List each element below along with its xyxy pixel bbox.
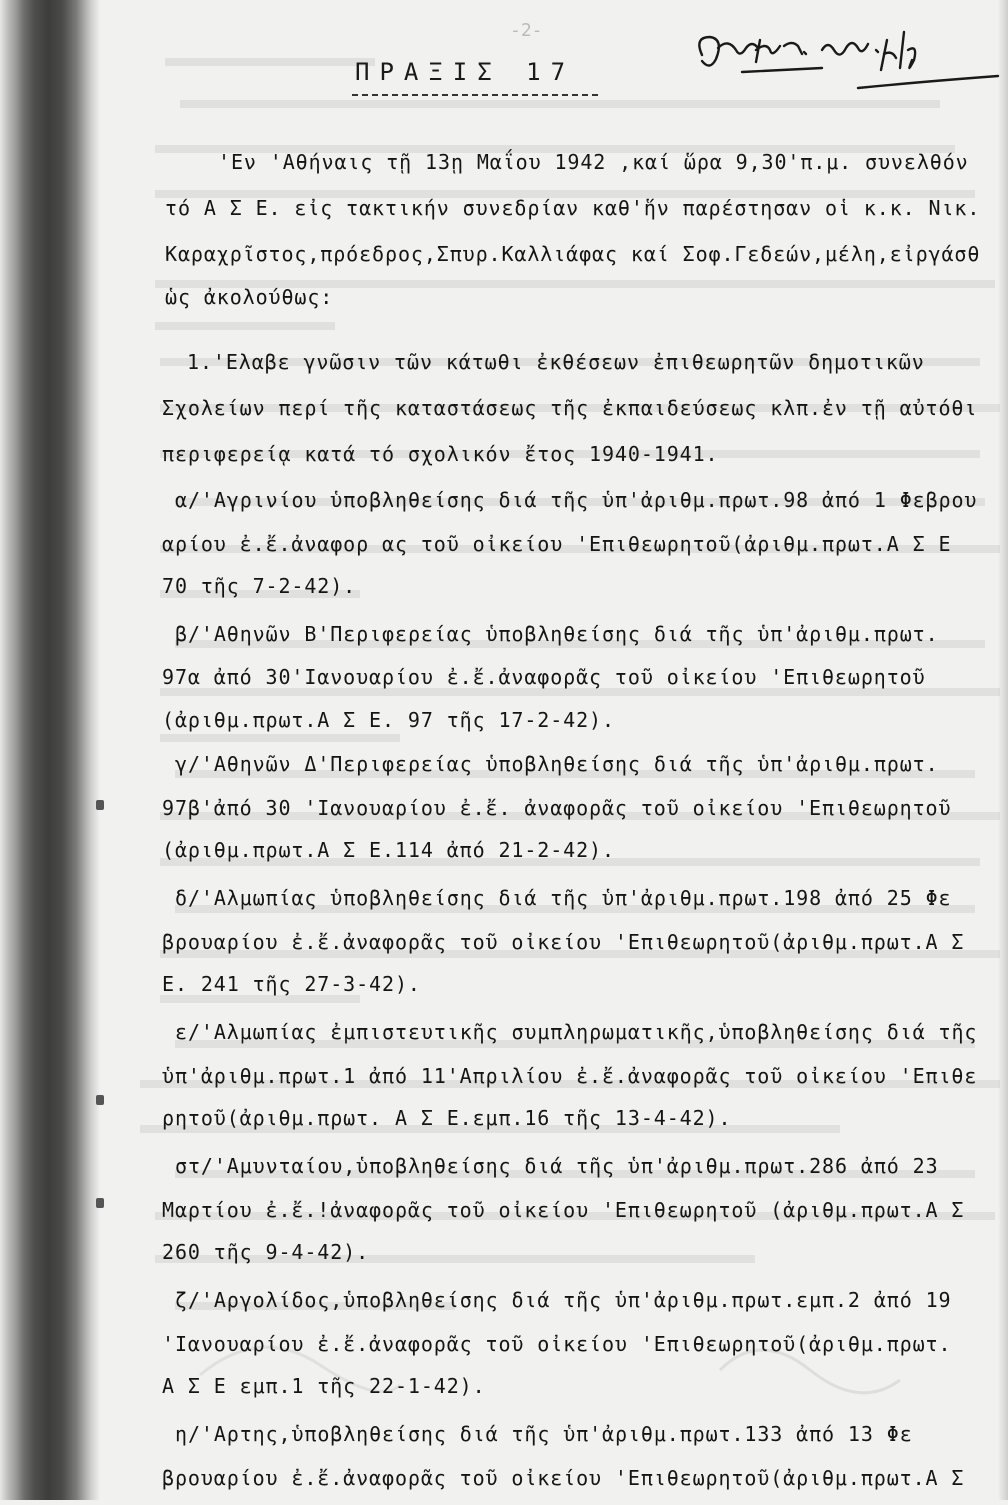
text-line: Ε. 241 τῆς 27-3-42).	[162, 972, 421, 996]
text-line: (ἀριθμ.πρωτ.Α Σ Ε. 97 τῆς 17-2-42).	[162, 708, 615, 732]
text-line: Καραχρῖστος,πρόεδρος,Σπυρ.Καλλιάφας καί Σοφ.Γεδεών,μέλη,εἰργάσθ	[165, 242, 981, 266]
page-number: -2-	[510, 20, 543, 41]
text-line: βρουαρίου ἐ.ἔ.ἀναφορᾶς τοῦ οἰκείου 'Επιθεωρητοῦ(ἀριθμ.πρωτ.Α Σ	[162, 1466, 965, 1490]
text-line: Σχολείων περί τῆς καταστάσεως τῆς ἐκπαιδεύσεως κλπ.ἐν τῇ αὐτόθι	[162, 396, 978, 420]
text-line: 70 τῆς 7-2-42).	[162, 574, 357, 598]
text-line: ὡς ἀκολούθως:	[165, 285, 334, 309]
document-title: ΠΡΑΞΙΣ 17	[355, 58, 576, 86]
text-line: (ἀριθμ.πρωτ.Α Σ Ε.114 ἀπό 21-2-42).	[162, 838, 615, 862]
text-line: στ/'Αμυνταίου,ὑποβληθείσης διά τῆς ὑπ'ἀριθμ.πρωτ.286 ἀπό 23	[175, 1154, 939, 1178]
text-line: η/'Αρτης,ὑποβληθείσης διά τῆς ὑπ'ἀριθμ.πρωτ.133 ἀπό 13 Φε	[175, 1422, 913, 1446]
text-line: 260 τῆς 9-4-42).	[162, 1240, 370, 1264]
text-line: 'Εν 'Αθήναις τῇ 13ῃ Μαΐου 1942 ,καί ὥρα 9,30'π.μ. συνελθόν	[218, 150, 969, 174]
text-line: ε/'Αλμωπίας ἐμπιστευτικῆς συμπληρωματικῆς,ὑποβληθείσης διά τῆς	[175, 1020, 978, 1044]
text-line: ζ/'Αργολίδος,ὑποβληθείσης διά τῆς ὑπ'ἀριθμ.πρωτ.εμπ.2 ἀπό 19	[175, 1288, 952, 1312]
text-line: τό Α Σ Ε. εἰς τακτικήν συνεδρίαν καθ'ἥν παρέστησαν οἱ κ.κ. Νικ.	[165, 196, 981, 220]
text-line: 97β'ἀπό 30 'Ιανουαρίου ἐ.ἔ. ἀναφορᾶς τοῦ οἰκείου 'Επιθεωρητοῦ	[162, 796, 952, 820]
text-line: 1.'Ελαβε γνῶσιν τῶν κάτωθι ἐκθέσεων ἐπιθεωρητῶν δημοτικῶν	[187, 350, 925, 374]
text-line: γ/'Αθηνῶν Δ'Περιφερείας ὑποβληθείσης διά τῆς ὑπ'ἀριθμ.πρωτ.	[175, 752, 939, 776]
text-line: α/'Αγρινίου ὑποβληθείσης διά τῆς ὑπ'ἀριθμ.πρωτ.98 ἀπό 1 Φεβρου	[175, 488, 978, 512]
text-line: ρητοῦ(ἀριθμ.πρωτ. Α Σ Ε.εμπ.16 τῆς 13-4-42).	[162, 1106, 732, 1130]
text-line: Μαρτίου ἐ.ἔ.!ἀναφορᾶς τοῦ οἰκείου 'Επιθεωρητοῦ (ἀριθμ.πρωτ.Α Σ	[162, 1198, 965, 1222]
text-line: 97α ἀπό 30'Ιανουαρίου ἐ.ἔ.ἀναφορᾶς τοῦ οἰκείου 'Επιθεωρητοῦ	[162, 665, 926, 689]
text-line: δ/'Αλμωπίας ὑποβληθείσης διά τῆς ὑπ'ἀριθμ.πρωτ.198 ἀπό 25 Φε	[175, 886, 952, 910]
text-line: ὑπ'ἀριθμ.πρωτ.1 ἀπό 11'Απριλίου ἐ.ἔ.ἀναφορᾶς τοῦ οἰκείου 'Επιθε	[162, 1064, 978, 1088]
text-line: βρουαρίου ἐ.ἔ.ἀναφορᾶς τοῦ οἰκείου 'Επιθεωρητοῦ(ἀριθμ.πρωτ.Α Σ	[162, 930, 965, 954]
text-line: Α Σ Ε εμπ.1 τῆς 22-1-42).	[162, 1374, 486, 1398]
text-line: αρίου ἐ.ἔ.ἀναφορ ας τοῦ οἰκείου 'Επιθεωρητοῦ(ἀριθμ.πρωτ.Α Σ Ε	[162, 532, 952, 556]
text-line: β/'Αθηνῶν Β'Περιφερείας ὑποβληθείσης διά τῆς ὑπ'ἀριθμ.πρωτ.	[175, 622, 939, 646]
text-line: 'Ιανουαρίου ἐ.ἔ.ἀναφορᾶς τοῦ οἰκείου 'Επιθεωρητοῦ(ἀριθμ.πρωτ.	[162, 1332, 952, 1356]
text-line: περιφερείᾳ κατά τό σχολικόν ἔτος 1940-1941.	[162, 442, 719, 466]
